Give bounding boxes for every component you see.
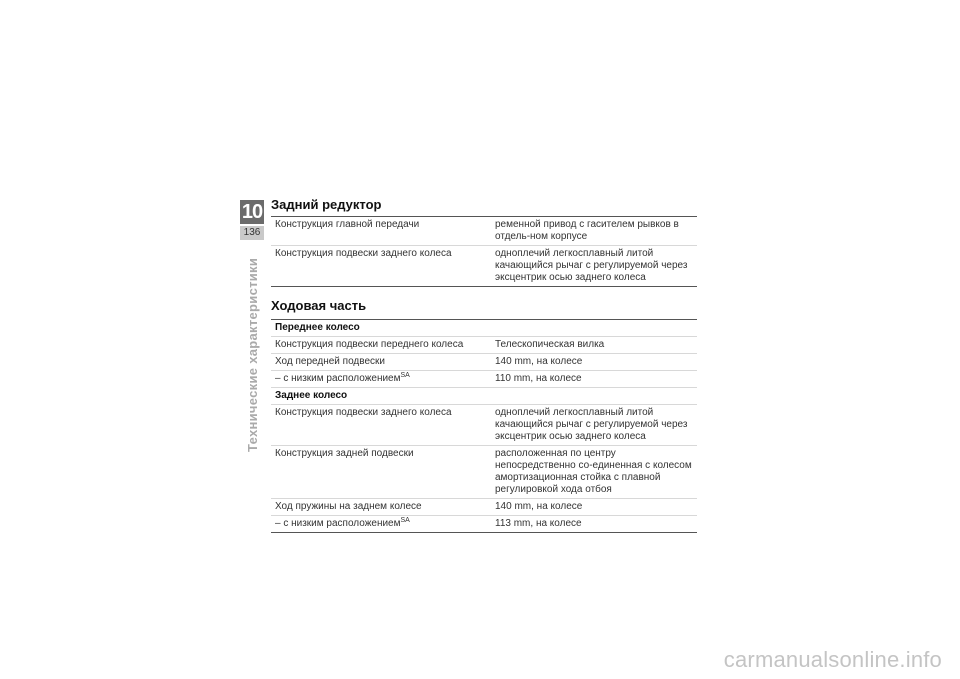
page-number: 136	[240, 226, 264, 240]
chassis-table	[271, 319, 697, 533]
option-sup: SA	[400, 372, 410, 379]
subheading-row	[271, 320, 697, 337]
spec-value: 113 mm, на колесе	[495, 518, 582, 529]
rear-drive-table	[271, 216, 697, 287]
spec-label: Конструкция подвески заднего колеса	[271, 405, 487, 446]
watermark: carmanualsonline.info	[723, 647, 942, 672]
spec-value: 110 mm, на колесе	[487, 371, 697, 388]
spec-label: Конструкция задней подвески	[271, 446, 487, 499]
option-sup: SA	[400, 517, 410, 524]
chapter-number: 10	[241, 201, 263, 223]
spec-value: 140 mm, на колесе	[487, 499, 697, 516]
table-row	[271, 337, 697, 354]
spec-value: одноплечий легкосплавный литой качающийся рычаг с регулируемой через эксцентрик осью заднего колеса	[495, 248, 688, 283]
table-row	[271, 371, 697, 388]
spec-value: Телескопическая вилка	[487, 337, 697, 354]
rear-drive-title: Задний редуктор	[271, 197, 382, 212]
rear-wheel-heading: Заднее колесо	[271, 388, 697, 405]
spec-label	[271, 371, 487, 388]
table-row	[271, 246, 697, 287]
section-side-label-text: Технические характеристики	[245, 257, 260, 452]
table-row	[271, 516, 697, 533]
table-row	[271, 354, 697, 371]
spec-label: Конструкция подвески заднего колеса	[275, 248, 452, 259]
spec-value: расположенная по центру непосредственно со-единенная с колесом амортизационная стойка с плавной регулировкой хода отбоя	[487, 446, 697, 499]
spec-value: ременной привод с гасителем рывков в отдель-ном корпусе	[487, 217, 697, 246]
subheading-row	[271, 388, 697, 405]
spec-label: Ход передней подвески	[271, 354, 487, 371]
table-row	[271, 499, 697, 516]
spec-label	[271, 516, 487, 533]
table-row	[271, 217, 697, 246]
table-row	[271, 405, 697, 446]
spec-label-text: – с низким расположением	[275, 518, 401, 529]
spec-label: Конструкция главной передачи	[271, 217, 487, 246]
spec-label-text: – с низким расположением	[275, 373, 401, 384]
front-wheel-heading: Переднее колесо	[271, 320, 697, 337]
table-row	[271, 446, 697, 499]
chassis-title: Ходовая часть	[271, 298, 367, 313]
page-content	[271, 196, 697, 533]
spec-label: Ход пружины на заднем колесе	[271, 499, 487, 516]
spec-label: Конструкция подвески переднего колеса	[271, 337, 487, 354]
spec-value: одноплечий легкосплавный литой качающийся рычаг с регулируемой через эксцентрик осью заднего колеса	[487, 405, 697, 446]
spec-value: 140 mm, на колесе	[487, 354, 697, 371]
